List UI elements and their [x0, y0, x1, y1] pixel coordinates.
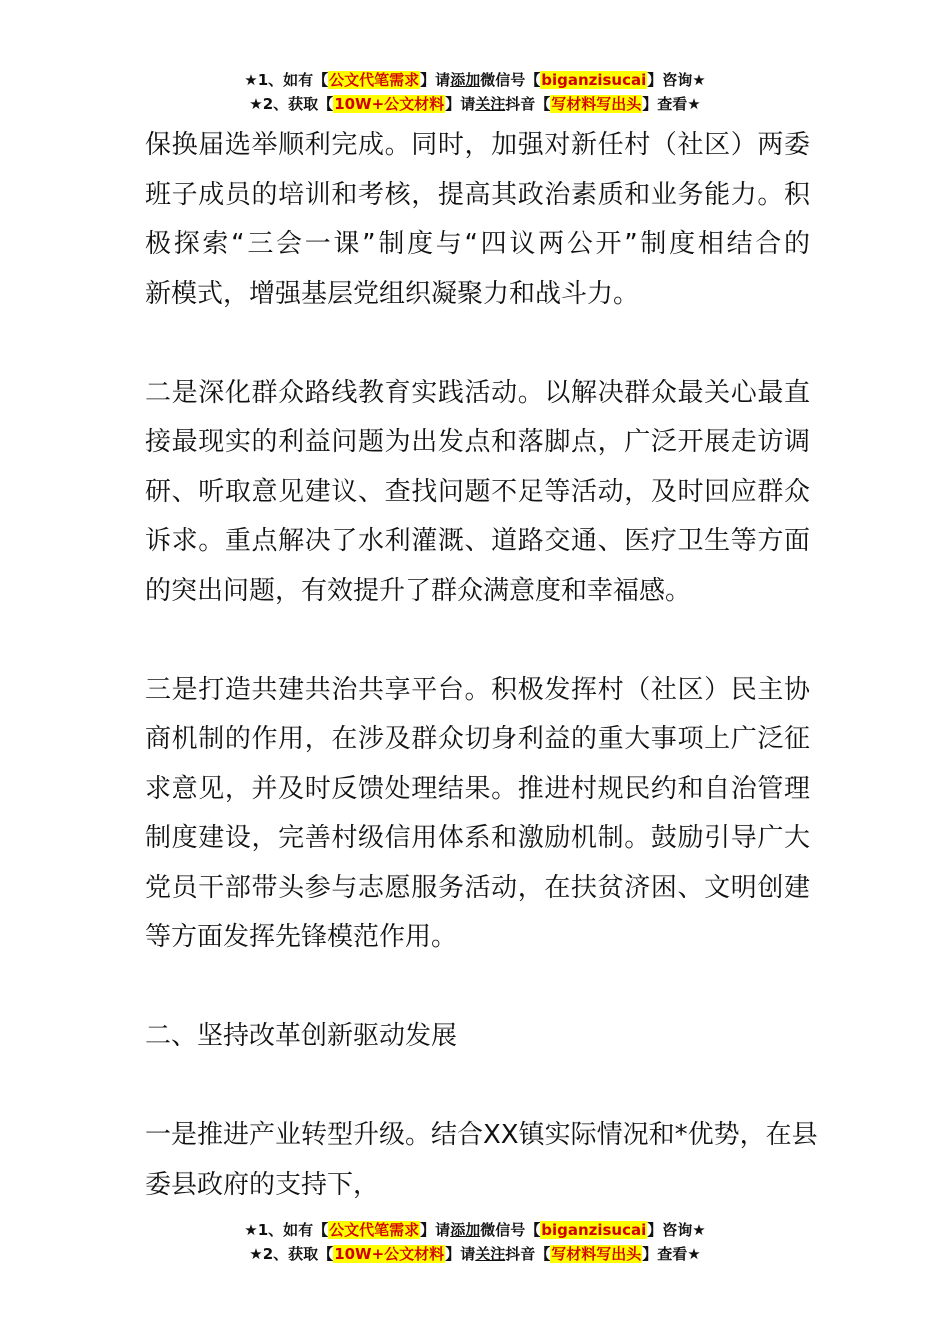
- banner-text: 微信号【: [480, 1221, 541, 1239]
- banner-text: 】咨询★: [647, 1221, 706, 1239]
- text-line: 的突出问题，有效提升了群众满意度和幸福感。: [145, 575, 692, 606]
- text-line: 委县政府的支持下，: [145, 1169, 380, 1200]
- banner-highlight: 公文代笔需求: [329, 71, 420, 89]
- banner-line-2: [0, 1242, 950, 1266]
- text-line: 新模式，增强基层党组织凝聚力和战斗力。: [145, 278, 640, 309]
- banner-text: 】请: [420, 71, 451, 89]
- text-line: 保换届选举顺利完成。同时，加强对新任村（社区）两委: [145, 130, 810, 160]
- text-line: 党员干部带头参与志愿服务活动，在扶贫济困、文明创建: [145, 872, 810, 903]
- banner-line-1: [0, 1218, 950, 1242]
- section-heading-text: 二、坚持改革创新驱动发展: [145, 1021, 458, 1051]
- banner-text: 】请: [445, 1245, 476, 1263]
- document-body: [145, 121, 818, 1210]
- footer-banner: [0, 1218, 950, 1266]
- banner-text: ★2、获取【: [249, 1245, 334, 1263]
- banner-line-1: [0, 68, 950, 92]
- section-heading: [145, 1012, 810, 1062]
- text-line: 商机制的作用，在涉及群众切身利益的重大事项上广泛征: [145, 724, 810, 754]
- banner-highlight: biganzisucai: [541, 1221, 647, 1239]
- paragraph-4: [145, 1111, 818, 1210]
- banner-highlight: 10W+公文材料: [334, 1245, 445, 1263]
- banner-text: ★1、如有【: [244, 71, 329, 89]
- banner-highlight: 写材料写出头: [551, 1245, 642, 1263]
- banner-text: 微信号【: [480, 71, 541, 89]
- banner-line-2: [0, 92, 950, 116]
- paragraph-3: [145, 666, 810, 963]
- text-line: 三是打造共建共治共享平台。积极发挥村（社区）民主协: [145, 674, 810, 705]
- paragraph-2: [145, 369, 810, 617]
- text-line: 等方面发挥先锋模范作用。: [145, 922, 458, 952]
- banner-text: 抖音【: [505, 1245, 551, 1263]
- text-line: 一是推进产业转型升级。结合XX镇实际情况和*优势，在县: [145, 1120, 818, 1150]
- text-line: 诉求。重点解决了水利灌溉、道路交通、医疗卫生等方面: [145, 526, 810, 556]
- text-line: 研、听取意见建议、查找问题不足等活动，及时回应群众: [145, 476, 810, 507]
- paragraph-1: [145, 121, 810, 319]
- banner-text: 】查看★: [642, 95, 701, 113]
- banner-text: 抖音【: [505, 95, 551, 113]
- banner-underlined-text: 关注: [475, 1245, 506, 1263]
- text-line: 极探索“三会一课”制度与“四议两公开”制度相结合的: [145, 229, 810, 259]
- banner-underlined-text: 添加: [450, 71, 481, 89]
- text-line: 接最现实的利益问题为出发点和落脚点，广泛开展走访调: [145, 427, 810, 457]
- banner-text: 】请: [420, 1221, 451, 1239]
- text-line: 班子成员的培训和考核，提高其政治素质和业务能力。积: [145, 179, 810, 210]
- banner-underlined-text: 添加: [450, 1221, 481, 1239]
- banner-text: 】咨询★: [647, 71, 706, 89]
- text-line: 求意见，并及时反馈处理结果。推进村规民约和自治管理: [145, 773, 810, 804]
- banner-underlined-text: 关注: [475, 95, 506, 113]
- banner-highlight: biganzisucai: [541, 71, 647, 89]
- banner-text: ★2、获取【: [249, 95, 334, 113]
- banner-highlight: 写材料写出头: [551, 95, 642, 113]
- banner-text: 】请: [445, 95, 476, 113]
- text-line: 制度建设，完善村级信用体系和激励机制。鼓励引导广大: [145, 823, 810, 853]
- banner-highlight: 10W+公文材料: [334, 95, 445, 113]
- banner-text: ★1、如有【: [244, 1221, 329, 1239]
- banner-highlight: 公文代笔需求: [329, 1221, 420, 1239]
- banner-text: 】查看★: [642, 1245, 701, 1263]
- header-banner: [0, 68, 950, 116]
- text-line: 二是深化群众路线教育实践活动。以解决群众最关心最直: [145, 377, 810, 408]
